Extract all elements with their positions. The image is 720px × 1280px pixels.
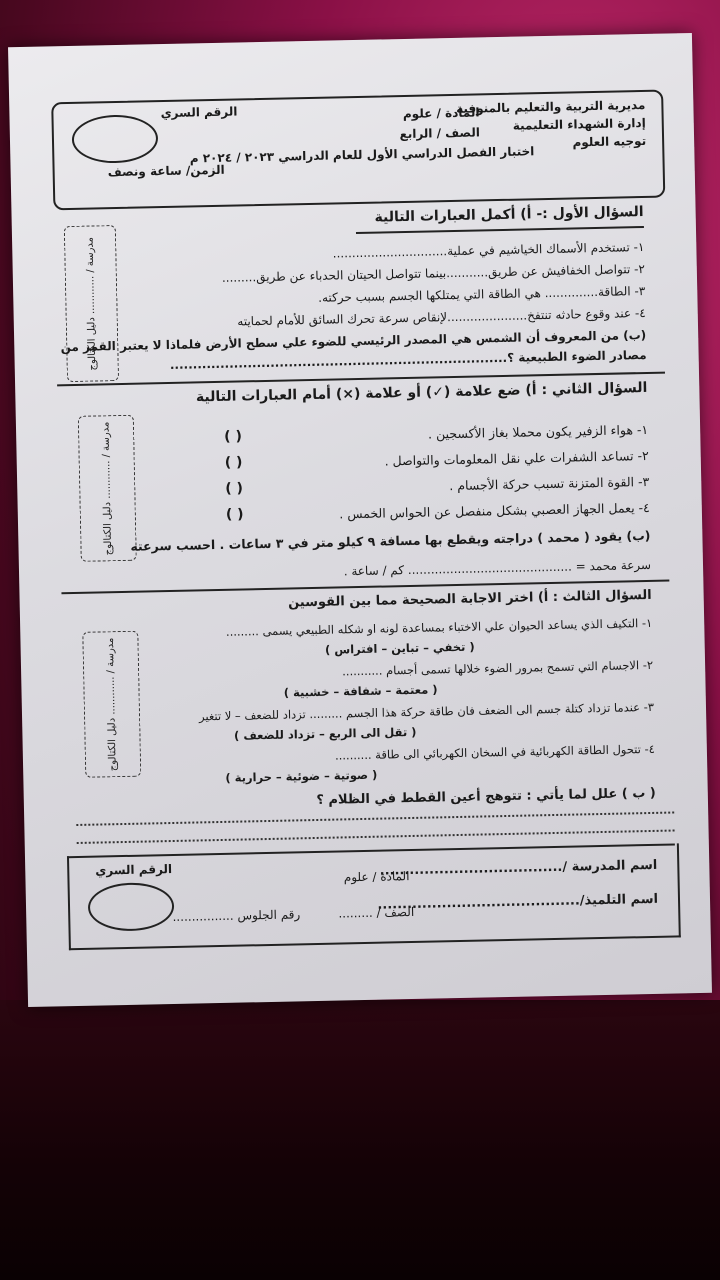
q3-answer-line-2 xyxy=(77,829,675,844)
q3-item-4: ٤- تتحول الطاقة الكهربائية في السخان الكهربائي الى طاقة .......... xyxy=(334,741,656,763)
q2-item-1: ١- هواء الزفير يكون محملا بغاز الأكسجين . xyxy=(427,421,649,442)
q1-stamp: مدرسة / ............ دليل الكتالوج xyxy=(64,225,119,382)
header-time: الزمن/ ساعة ونصف xyxy=(107,162,225,180)
q2-title: السؤال الثاني : أ) ضع علامة (✓) أو علامة (×) أمام العبارات التالية xyxy=(195,379,648,406)
fabric-background xyxy=(0,1000,720,1280)
q3-options-4: ( صوتية – ضوئية – حرارية ) xyxy=(225,767,378,785)
header-secret-number: الرقم السري xyxy=(160,104,238,121)
q3-options-1: ( تخفي – تباين – افتراس ) xyxy=(324,639,475,657)
q3-stamp: مدرسة / ............ دليل الكتالوج xyxy=(82,631,141,778)
footer-school-name: اسم المدرسة /..................................... xyxy=(379,857,658,879)
q3-options-2: ( معتمة – شفافة – خشبية ) xyxy=(283,682,438,700)
q1-item-1: ١- تستخدم الأسماك الخياشيم في عملية.............................. xyxy=(332,239,645,261)
header-administration: إدارة الشهداء التعليمية xyxy=(512,115,646,133)
footer-secret-number: الرقم السري xyxy=(95,862,173,878)
q1-item-4: ٤- عند وقوع حادثه تنتفخ.....................لإنقاص سرعة تحرك السائق للأمام لحمايته xyxy=(237,305,646,329)
q2-answer-box-4: ( ) xyxy=(225,506,244,523)
q2-stamp: مدرسة / ............ دليل الكتالوج xyxy=(78,415,137,562)
q2-answer-box-2: ( ) xyxy=(224,454,243,471)
q1-b-line-2: مصادر الضوء الطبيعية ؟.......................................................................... xyxy=(169,347,647,372)
header-grade: الصف / الرابع xyxy=(399,125,481,142)
q1-b-line-1: (ب) من المعروف أن الشمس هي المصدر الرئيسي للضوء علي سطح الأرض فلماذا لا يعتبر القمر من xyxy=(60,327,647,355)
q2-b-line-1: (ب) يقود ( محمد ) دراجته ويقطع بها مسافة ٩ كيلو متر في ٣ ساعات . احسب سرعته xyxy=(130,527,651,554)
exam-paper xyxy=(8,33,712,1007)
footer-grade: الصف / ......... xyxy=(338,904,415,921)
q3-answer-line-1 xyxy=(76,811,674,826)
q1-title: السؤال الأول :- أ) أكمل العبارات التالية xyxy=(374,203,644,226)
header-science-guidance: توجيه العلوم xyxy=(572,133,647,150)
footer-subject: المادة / علوم xyxy=(343,869,410,885)
q3-options-3: ( تقل الى الربع – تزداد للضعف ) xyxy=(233,724,417,743)
q2-item-3: ٣- القوة المتزنة تسبب حركة الأجسام . xyxy=(449,473,650,494)
q1-item-3: ٣- الطاقة.............. هي الطاقة التي يمتلكها الجسم بسبب حركته. xyxy=(318,283,646,305)
footer-seat-number: رقم الجلوس ................ xyxy=(172,907,301,925)
q1-item-2: ٢- تتواصل الخفافيش عن طريق...........بينما تتواصل الحيتان الحدباء عن طريق......... xyxy=(221,261,645,285)
footer-student-name: اسم التلميذ/......................................... xyxy=(377,891,659,913)
q2-item-2: ٢- تساعد الشفرات علي نقل المعلومات والتواصل . xyxy=(384,447,649,469)
q2-answer-box-3: ( ) xyxy=(225,480,244,497)
q3-item-3: ٣- عندما تزداد كتلة جسم الى الضعف فان طاقة حركة هذا الجسم ......... تزداد للضعف – لا تتغير xyxy=(198,699,655,724)
q3-item-2: ٢- الاجسام التي تسمح بمرور الضوء خلالها تسمى أجسام ........... xyxy=(342,657,654,679)
header-exam-title: اختبار الفصل الدراسي الأول للعام الدراسي ٢٠٢٣ / ٢٠٢٤ م xyxy=(189,144,535,166)
q1-title-underline xyxy=(356,226,644,234)
q3-b-line: ( ب ) علل لما يأتي : تتوهج أعين القطط في الظلام ؟ xyxy=(316,785,656,808)
q3-item-1: ١- التكيف الذي يساعد الحيوان علي الاختباء بمساعدة لونه او شكله الطبيعي يسمى ......... xyxy=(225,615,653,639)
q2-item-4: ٤- يعمل الجهاز العصبي بشكل منفصل عن الحواس الخمس . xyxy=(339,499,650,522)
q3-title: السؤال الثالث : أ) اختر الاجابة الصحيحة مما بين القوسين xyxy=(288,587,652,611)
header-directorate: مديرية التربية والتعليم بالمنوفية xyxy=(455,97,646,116)
q2-answer-box-1: ( ) xyxy=(224,428,243,445)
header-subject: المادة / علوم xyxy=(402,105,480,122)
q2-b-line-2: سرعة محمد = ........................................... كم / ساعة . xyxy=(343,557,652,579)
